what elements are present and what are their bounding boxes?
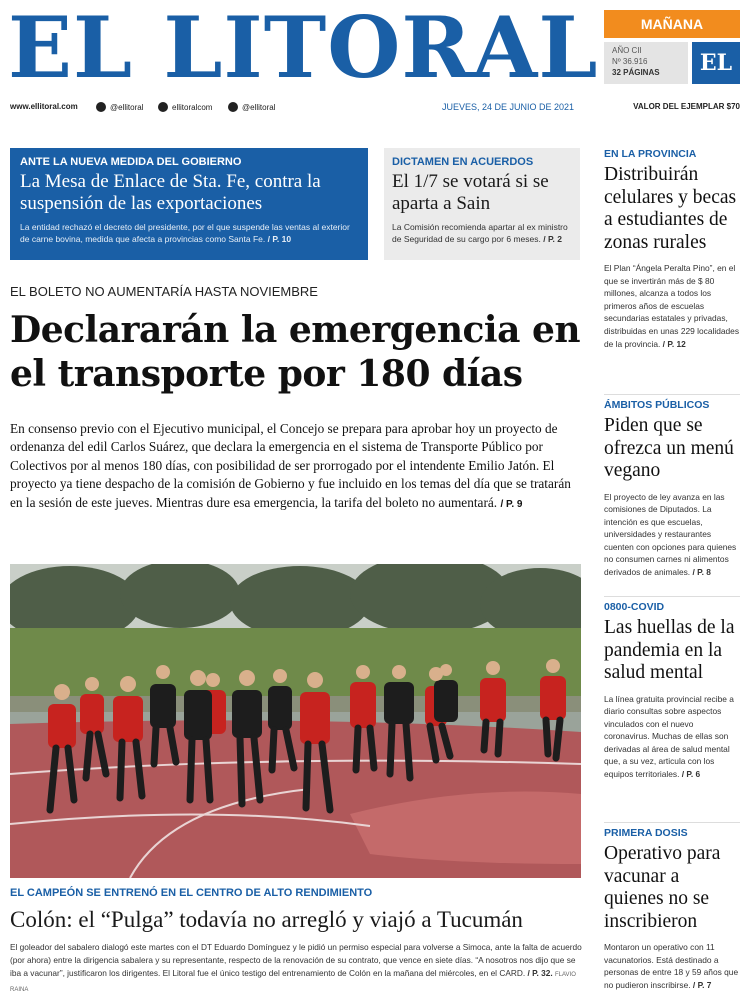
sidebar-story-province[interactable] (604, 144, 740, 350)
issue-info (604, 42, 688, 84)
twitter-icon (228, 102, 238, 112)
newspaper-logo: EL LITORAL (8, 0, 599, 97)
issue-date: JUEVES, 24 DE JUNIO DE 2021 (442, 102, 575, 112)
story-body: La línea gratuita provincial recibe a diario consultas sobre aspectos vinculados con el nuevo coronavirus. Muchas de ellas son derivadas al área de salud mental que, a su vez, articula con los equipos territoriales. / P. 6 (604, 693, 734, 780)
story-headline: Distribuirán celulares y becas a estudiantes de zonas rurales (604, 164, 737, 253)
page-count: 32 PÁGINAS (612, 68, 660, 77)
page-reference: / P. 32. (527, 968, 553, 978)
photo-story-body: El goleador del sabalero dialogó este martes con el DT Eduardo Domínguez y le pidió un permiso especial para volverse a Simoca, ante la falta de acuerdo (por ahora) entre la dirigencia sabalera y su representante, respecto de la renovación de su contrato, que vence en siete días. “A nosotros nos dijo que se iba a vacunar”, justificaron los dirigentes. El Litoral fue el único testigo del entrenamiento de Colón en la mañana del miércoles, en el CARD. / P. 32. FLAVIO RAINA (10, 942, 582, 993)
page-reference: / P. 9 (500, 498, 523, 510)
issue-year: AÑO CII (612, 46, 642, 55)
training-scene (10, 564, 581, 878)
main-story-headline[interactable]: Declararán la emergencia en el transporte por 180 días (10, 309, 581, 395)
main-story-body: En consenso previo con el Ejecutivo municipal, el Concejo se prepara para aprobar hoy un proyecto de ordenanza del edil Carlos Suárez, que declara la emergencia en el sistema de Transporte Público por Colectivos por al menos 180 días, con posibilidad de ser prorrogado por el intendente Emilio Jatón. El proyecto ya tiene despacho de la comisión de Gobierno y fue incluido en los temas del día que se tratarán en la sesión de este jueves. Mientras dure esa emergencia, la tarifa del boleto no aumentará. / P. 9 (10, 421, 571, 510)
photo-credit: FLAVIO RAINA (10, 972, 576, 993)
story-kicker: EN LA PROVINCIA (604, 148, 697, 160)
facebook-handle[interactable]: ellitoralcom (158, 102, 212, 112)
sidebar-story-vaccination[interactable] (604, 822, 740, 991)
story-body: El Plan “Ángela Peralta Pino”, en el que se invertirán más de $ 80 millones, alcanza a todos los primeros años de escuelas secundarias estatales y privadas, distribuidas en unas 229 localidades de la provincia. / P. 12 (604, 263, 740, 349)
story-headline: Las huellas de la pandemia en la salud mental (604, 617, 735, 683)
story-kicker: PRIMERA DOSIS (604, 822, 740, 839)
main-story-kicker: EL BOLETO NO AUMENTARÍA HASTA NOVIEMBRE (10, 284, 318, 299)
twitter-handle[interactable]: @ellitoral (228, 102, 275, 112)
page-reference: / P. 2 (543, 234, 562, 244)
story-kicker: DICTAMEN EN ACUERDOS (392, 156, 534, 168)
instagram-handle[interactable]: @ellitoral (96, 102, 143, 112)
top-story-sain[interactable] (384, 148, 580, 260)
story-kicker: 0800-COVID (604, 596, 740, 613)
story-headline: Operativo para vacunar a quienes no se inscribieron (604, 843, 721, 932)
story-kicker: ÁMBITOS PÚBLICOS (604, 394, 740, 411)
facebook-icon (158, 102, 168, 112)
team-training-photo (10, 564, 581, 878)
sidebar-story-mental-health[interactable] (604, 596, 740, 781)
story-headline: El 1/7 se votará si se aparta a Sain (392, 171, 549, 214)
edition-badge: MAÑANA (604, 10, 740, 38)
story-headline: La Mesa de Enlace de Sta. Fe, contra la suspensión de las exportaciones (20, 171, 321, 214)
page-reference: / P. 6 (681, 769, 701, 780)
story-body: El proyecto de ley avanza en las comisiones de Diputados. La intención es que escuelas, universidades y restaurantes cuenten con opciones para quienes no consumen carnes ni alimentos derivados de animales. / P. 8 (604, 491, 737, 578)
instagram-icon (96, 102, 106, 112)
story-body: Montaron un operativo con 11 vacunatorios. Está destinado a personas de entre 18 y 59 años que no pudieron inscribirse. / P. 7 (604, 942, 739, 990)
story-headline: Piden que se ofrezca un menú vegano (604, 415, 734, 481)
issue-price: VALOR DEL EJEMPLAR $70 (633, 102, 740, 111)
top-story-exports[interactable] (10, 148, 368, 260)
issue-number: Nº 36.916 (612, 57, 648, 66)
page-reference: / P. 10 (267, 234, 292, 244)
photo-story-headline[interactable]: Colón: el “Pulga” todavía no arregló y viajó a Tucumán (10, 907, 523, 932)
masthead (0, 0, 750, 120)
website-link[interactable]: www.ellitoral.com (10, 102, 78, 111)
page-reference: / P. 12 (662, 338, 686, 349)
el-logo-badge: EL (692, 42, 740, 84)
story-body: La entidad rechazó el decreto del presidente, por el que suspende las ventas al exterior de carne bovina, medida que afecta a provincias como Santa Fe. / P. 10 (20, 222, 350, 244)
story-kicker: ANTE LA NUEVA MEDIDA DEL GOBIERNO (20, 156, 242, 168)
page-reference: / P. 7 (692, 979, 712, 990)
photo-story-kicker: EL CAMPEÓN SE ENTRENÓ EN EL CENTRO DE ALTO RENDIMIENTO (10, 887, 373, 899)
page-reference: / P. 8 (692, 567, 711, 578)
info-bar (10, 100, 740, 116)
story-body: La Comisión recomienda apartar al ex ministro de Seguridad de su cargo por 6 meses. / P. 2 (392, 222, 568, 244)
sidebar-story-vegan[interactable] (604, 394, 740, 579)
